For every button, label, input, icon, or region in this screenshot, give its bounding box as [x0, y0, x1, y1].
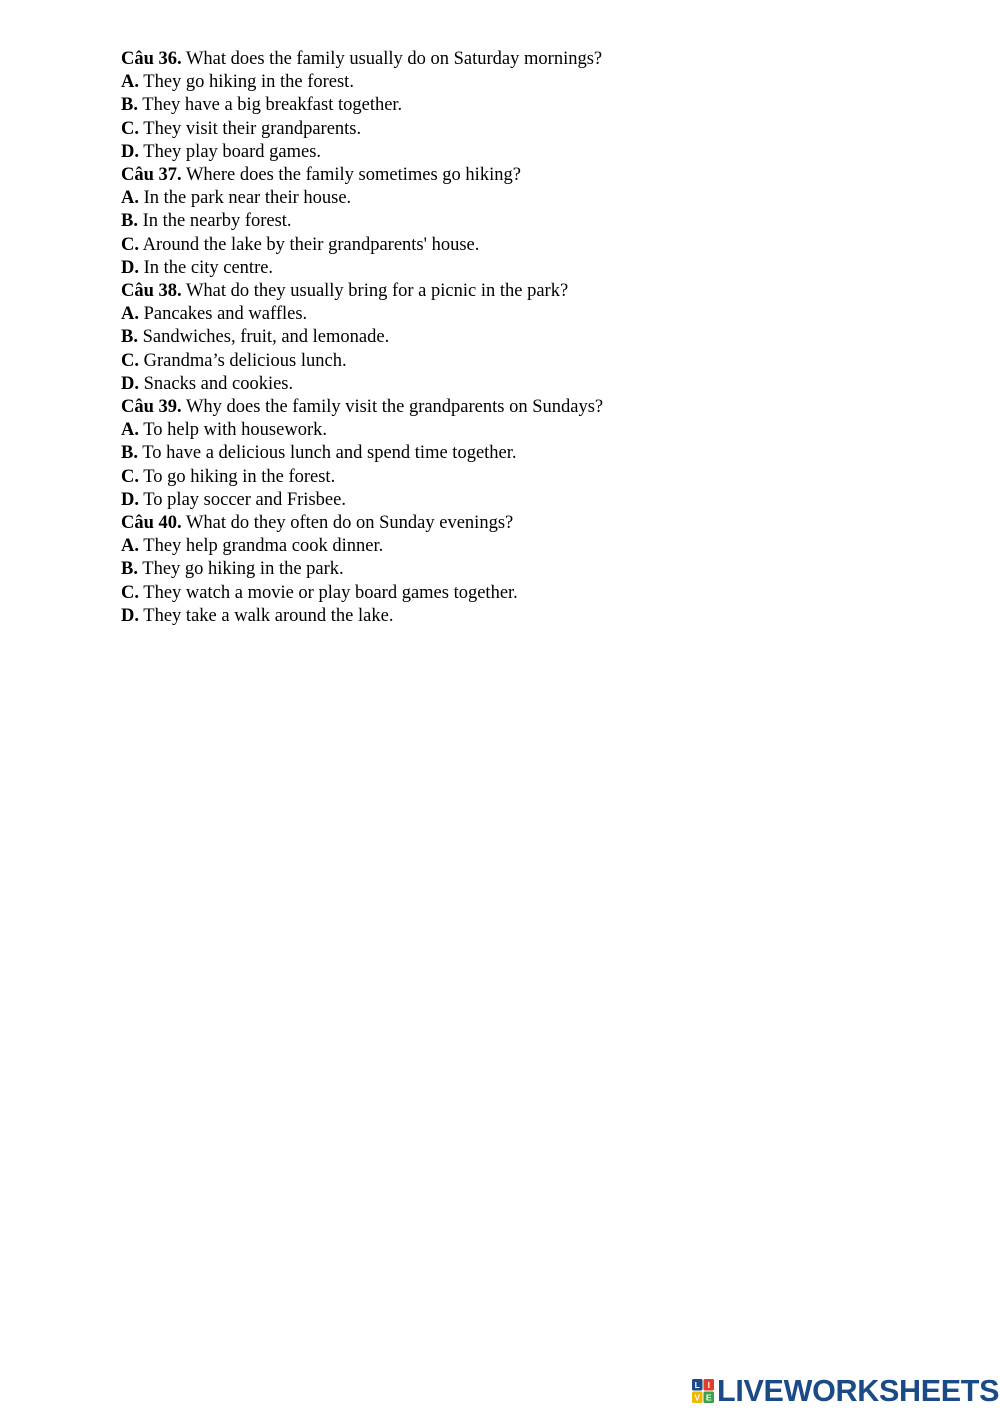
answer-option-a	[121, 187, 941, 210]
option-text: Sandwiches, fruit, and lemonade.	[142, 327, 390, 348]
logo-wordmark: LIVEWORKSHEETS	[717, 1374, 1000, 1408]
option-text: To have a delicious lunch and spend time together.	[142, 443, 517, 464]
question-stem	[121, 280, 941, 303]
question-text: What do they usually bring for a picnic in the park?	[185, 281, 569, 302]
option-label: D.	[121, 373, 139, 394]
answer-option-d	[121, 605, 941, 628]
answer-option-b	[121, 210, 941, 233]
option-label: B.	[121, 211, 138, 232]
option-text: They watch a movie or play board games together.	[143, 582, 518, 603]
option-text: They go hiking in the forest.	[143, 72, 354, 93]
answer-option-c	[121, 234, 941, 257]
worksheet-content	[121, 48, 941, 628]
option-text: They help grandma cook dinner.	[143, 536, 384, 557]
liveworksheets-logo	[692, 1374, 999, 1408]
question-stem	[121, 512, 941, 535]
option-label: C.	[121, 582, 139, 603]
option-label: C.	[121, 118, 139, 139]
question-number: Câu 40.	[121, 513, 182, 534]
option-text: In the city centre.	[143, 257, 274, 278]
svg-text:E: E	[705, 1392, 712, 1403]
question-stem	[121, 396, 941, 419]
answer-option-a	[121, 303, 941, 326]
answer-option-c	[121, 466, 941, 489]
question-text: What does the family usually do on Saturday mornings?	[185, 49, 603, 69]
option-label: B.	[121, 327, 138, 348]
option-text: They visit their grandparents.	[143, 118, 362, 139]
option-label: C.	[121, 466, 139, 487]
option-label: A.	[121, 72, 139, 93]
option-text: They take a walk around the lake.	[143, 605, 394, 626]
option-text: Pancakes and waffles.	[143, 304, 308, 325]
option-text: To help with housework.	[143, 420, 327, 441]
answer-option-a	[121, 535, 941, 558]
option-label: D.	[121, 605, 139, 626]
option-text: To play soccer and Frisbee.	[143, 489, 346, 510]
answer-option-d	[121, 489, 941, 512]
question-text: Where does the family sometimes go hiking?	[185, 165, 521, 186]
answer-option-a	[121, 419, 941, 442]
svg-text:V: V	[694, 1392, 701, 1403]
question-36	[121, 48, 941, 164]
answer-option-c	[121, 350, 941, 373]
svg-text:I: I	[707, 1380, 710, 1390]
question-number: Câu 36.	[121, 49, 182, 69]
option-label: A.	[121, 304, 139, 325]
option-label: D.	[121, 257, 139, 278]
option-label: D.	[121, 489, 139, 510]
option-label: A.	[121, 188, 139, 209]
option-text: They have a big breakfast together.	[142, 95, 403, 116]
option-text: They go hiking in the park.	[142, 559, 344, 580]
question-number: Câu 38.	[121, 281, 182, 302]
option-label: B.	[121, 95, 138, 116]
answer-option-d	[121, 257, 941, 280]
question-text: What do they often do on Sunday evenings?	[185, 513, 514, 534]
question-39	[121, 396, 941, 512]
question-text: Why does the family visit the grandparents on Sundays?	[185, 397, 604, 418]
option-text: In the nearby forest.	[142, 211, 292, 232]
option-text: They play board games.	[143, 141, 322, 162]
option-text: To go hiking in the forest.	[143, 466, 336, 487]
question-number: Câu 37.	[121, 165, 182, 186]
option-text: Grandma’s delicious lunch.	[143, 350, 347, 371]
option-text: In the park near their house.	[143, 188, 352, 209]
question-40	[121, 512, 941, 628]
answer-option-d	[121, 373, 941, 396]
question-stem	[121, 48, 941, 71]
question-stem	[121, 164, 941, 187]
option-label: C.	[121, 234, 139, 255]
answer-option-d	[121, 141, 941, 164]
answer-option-b	[121, 94, 941, 117]
option-label: D.	[121, 141, 139, 162]
answer-option-b	[121, 326, 941, 349]
liveworksheets-logo-icon	[692, 1379, 714, 1403]
question-37	[121, 164, 941, 280]
question-number: Câu 39.	[121, 397, 182, 418]
option-label: B.	[121, 443, 138, 464]
answer-option-c	[121, 118, 941, 141]
answer-option-b	[121, 442, 941, 465]
svg-text:L: L	[694, 1380, 700, 1390]
option-text: Snacks and cookies.	[143, 373, 294, 394]
option-label: C.	[121, 350, 139, 371]
option-label: A.	[121, 536, 139, 557]
option-label: A.	[121, 420, 139, 441]
question-38	[121, 280, 941, 396]
answer-option-c	[121, 582, 941, 605]
option-label: B.	[121, 559, 138, 580]
answer-option-a	[121, 71, 941, 94]
option-text: Around the lake by their grandparents' house.	[142, 234, 480, 255]
answer-option-b	[121, 558, 941, 581]
